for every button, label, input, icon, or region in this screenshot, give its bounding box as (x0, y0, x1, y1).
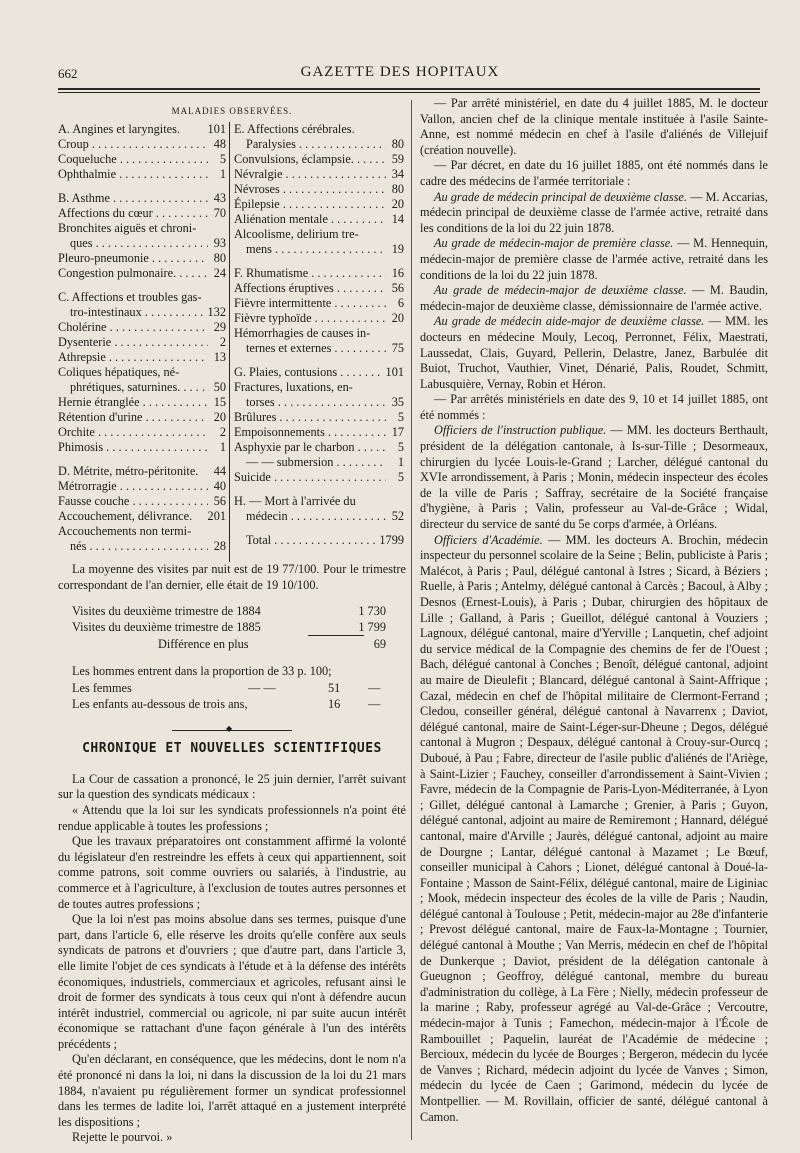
disease-row (58, 320, 226, 335)
disease-row (234, 311, 404, 326)
grade-text: — M. Hennequin, médecin-major de première classe de l'armée active, retraité dans les conditions de la loi du 22 juin 1878. (420, 236, 768, 282)
disease-count: 34 (391, 167, 404, 181)
disease-row (234, 395, 404, 410)
proportion-dash: — (368, 680, 381, 695)
disease-row (234, 440, 404, 455)
disease-row (58, 335, 226, 350)
section-title: CHRONIQUE ET NOUVELLES SCIENTIFIQUES (82, 740, 382, 756)
page-number: 662 (58, 66, 78, 81)
disease-label: Hémorrhagies de causes in- (234, 326, 371, 340)
disease-label: Suicide . . . (234, 470, 386, 485)
disease-group (234, 365, 404, 485)
disease-label: Dysenterie . . . (58, 335, 208, 350)
disease-row (234, 227, 404, 242)
disease-count: 2 (219, 425, 226, 439)
disease-group (58, 290, 226, 455)
visits-row (58, 636, 406, 652)
news-paragraph (420, 533, 768, 1126)
disease-count: 28 (213, 539, 226, 553)
proportion-label: Les femmes (72, 680, 132, 695)
disease-label: Orchite . . . (58, 425, 208, 440)
disease-count: 101 (207, 122, 226, 136)
disease-label: A. Angines et laryngites. (58, 122, 180, 136)
disease-row (58, 221, 226, 236)
disease-label: C. Affections et troubles gas- (58, 290, 202, 304)
disease-count: 5 (397, 440, 404, 454)
disease-label: B. Asthme . . . (58, 191, 208, 206)
news-paragraph (420, 190, 768, 237)
disease-row (58, 395, 226, 410)
column-separator (411, 100, 412, 1140)
disease-count: 6 (397, 296, 404, 310)
disease-count: 43 (213, 191, 226, 205)
disease-row (58, 152, 226, 167)
disease-count: 5 (219, 152, 226, 166)
disease-label: nés . . . (70, 539, 208, 554)
proportion-value: 16 (328, 696, 341, 711)
disease-label: F. Rhumatisme . . . (234, 266, 386, 281)
disease-group (234, 266, 404, 356)
disease-count: 101 (385, 365, 404, 379)
disease-row (58, 137, 226, 152)
disease-count: 1 (219, 167, 226, 181)
news-paragraph (420, 283, 768, 314)
grade-text: — M. Baudin, médecin-major de deuxième classe, démissionnaire de l'armée active. (420, 283, 769, 313)
disease-row (58, 494, 226, 509)
header-rule (58, 88, 760, 90)
grade-heading: Au grade de médecin-major de deuxième classe. (434, 283, 687, 298)
disease-row (58, 206, 226, 221)
disease-label: Croup . . . (58, 137, 208, 152)
disease-count: 132 (207, 305, 226, 319)
disease-count: 20 (391, 197, 404, 211)
honor-text: — MM. les docteurs A. Brochin, médecin inspecteur du personnel scolaire de la Seine ; Belin, publiciste à Paris ; Malécot, à Paris ; Paul, délégué cantonal à Istres ; Sicard, à Béziers ; Ruelle, à Paris ; Antelmy, délégué cantonal à Carcès ; Bacoul, à Alby ; Desnos (Ernest-Louis), à Paris ; Dubar, chirurgien des hôpitaux de Lille ; Galland, à Paris ; Gueillot, délégué cantonal à Vouziers ; Lagnoux, délégué cantonal, maire d'Yerville ; Lanquetin, chef adjoint du service médical de la Compagnie des chemins de fer de l'Ouest ; Bach, délégué cantonal à Conches ; Benoît, délégué cantonal, adjoint au maire de Dieulefit ; Blancard, délégué cantonal à Saint-Affrique ; Cazal, médecin en chef de l'hôpital militaire de Clermont-Ferrand ; Cledou, conseiller général, délégué cantonal à Navarrenx ; Daviot, délégué cantonal, maire de Saint-Léger-sur-Dheune ; Degos, délégué cantonal à Mugron ; Despaux, délégué cantonal à Crouy-sur-Ourcq ; Duboué, à Pau ; Fabre, directeur de l'asile public d'aliénés de l'Ariège, à Saint-Lizier ; Fauchey, conseiller d'arrondissement à Saint-Vivien ; Favre, médecin de la Compagnie de Paris-Lyon-Méditerranée, à Lyon ; Gillet, délégué cantonal à Lamarche ; Grenier, à Paris ; Guyon, délégué cantonal, adjoint au maire de Remiremont ; Hannard, délégué cantonal, maire d'Arville ; Jaurès, délégué cantonal, adjoint au maire de Dourgne ; Lantar, délégué cantonal à Mazamet ; Le Bœuf, conseiller municipal à Cahors ; Lionet, délégué cantonal à Doué-la-Fontaine ; Masson de Saint-Félix, délégué cantonal, maire de Liginiac ; Mook, médecin inspecteur des écoles de la ville de Paris ; Naudin, délégué cantonal à Toulouse ; Petit, médecin-major au 28e d'infanterie ; Prevost délégué cantonal, maire de Faux-la-Montagne ; Tournier, délégué cantonal à Mouthe ; Van Merris, médecin en chef de l'hôpital de Dunkerque ; Daviot, président de la délégation cantonale à Gueugnon ; Geoffroy, délégué cantonal, membre du bureau d'administration du collège, à La Fère ; Nielly, médecin professeur de la marine ; Raby, professeur agrégé au Val-de-Grâce ; Vercoutre, médecin-major à Tunis ; Famechon, médecin-major à l'École de Rambouillet ; Paquelin, lauréat de l'Académie de médecine ; Bercioux, médecin du lycée de Bourges ; Bergeron, médecin du lycée de Vanves ; Richard, médecin adjoint du lycée de Vanves ; Simon, médecin du lycée de Caen ; Garimond, médecin du lycée de Montpellier. — M. Rovillain, officier de santé, délégué cantonal à Camon. (420, 532, 768, 1124)
disease-count: 24 (213, 266, 226, 280)
disease-row (234, 455, 404, 470)
proportion-block (58, 664, 406, 712)
visits-value: 69 (373, 637, 386, 652)
disease-row (58, 191, 226, 206)
disease-count: 59 (391, 152, 404, 166)
disease-row (58, 236, 226, 251)
proportion-ditto: — — (248, 680, 276, 695)
disease-count: 1799 (379, 533, 404, 547)
disease-row (58, 440, 226, 455)
disease-label: ques . . . (70, 236, 208, 251)
disease-count: 20 (391, 311, 404, 325)
disease-label: G. Plaies, contusions . . . (234, 365, 384, 380)
news-paragraph (420, 423, 768, 532)
left-column (58, 96, 406, 1146)
disease-count: 93 (213, 236, 226, 250)
disease-row (58, 524, 226, 539)
disease-count: 44 (213, 464, 226, 478)
disease-label: Fièvre typhoïde . . . (234, 311, 386, 326)
article-paragraph: Que la loi n'est pas moins absolue dans ses termes, puisque d'une part, dans l'article 6, elle réserve les droits qu'elle confère aux seuls syndicats de patrons et d'ouvriers ; que d'autre part, dans l'article 3, elle limite l'objet de ces syndicats à l'étude et à la défense des intérêts économiques, industriels, commerciaux et agricoles, refusant ainsi le droit de former des syndicats à tous ceux qui n'ont à défendre aucun intérêt industriel, commercial ou agricole, ni par suite aucun intérêt économique se rattachant d'une façon générale à l'un des intérêts précédents ; (58, 912, 406, 1051)
disease-row (234, 122, 404, 137)
disease-label: Coqueluche . . . (58, 152, 208, 167)
disease-row (234, 533, 404, 548)
disease-label: phrétiques, saturnines. . . . (70, 380, 208, 395)
disease-label: Phimosis . . . (58, 440, 208, 455)
disease-row (234, 137, 404, 152)
disease-label: Pleuro-pneumonie . . . (58, 251, 208, 266)
article-paragraph: Qu'en déclarant, en conséquence, que les médecins, dont le nom n'a été prononcé ni dans la loi, ni dans la discussion de la loi du 21 mars 1884, n'avaient pu régulièrement former un syndicat professionnel dans les termes de ladite loi, l'arrêt attaqué en a justement interprété les dispositions ; (58, 1052, 406, 1129)
disease-label: — — submersion . . . (246, 455, 386, 470)
disease-count: 52 (391, 509, 404, 523)
disease-row (234, 509, 404, 524)
disease-row (234, 152, 404, 167)
disease-row (234, 494, 404, 509)
disease-row (234, 212, 404, 227)
disease-row (234, 182, 404, 197)
disease-row (58, 479, 226, 494)
news-paragraph: — Par arrêté ministériel, en date du 4 juillet 1885, M. le docteur Vallon, ancien chef de la clinique mentale instituée à l'asile Sainte-Anne, est nommé médecin en chef à l'asile d'aliénés de Villejuif (création nouvelle). (420, 96, 768, 157)
disease-count: 48 (213, 137, 226, 151)
disease-row (58, 464, 226, 479)
disease-row (58, 539, 226, 554)
disease-label: Rétention d'urine . . . (58, 410, 208, 425)
visits-row (58, 619, 406, 635)
visits-value: 1 730 (358, 604, 386, 619)
disease-row (58, 305, 226, 320)
visits-intro: La moyenne des visites par nuit est de 19 77/100. Pour le trimestre correspondant de l'an dernier, elle était de 19 10/100. (58, 562, 406, 592)
disease-label: Empoisonnements . . . (234, 425, 386, 440)
disease-column-divider (229, 122, 230, 562)
disease-label: D. Métrite, métro-péritonite. (58, 464, 199, 478)
disease-label: E. Affections cérébrales. (234, 122, 355, 136)
right-column (420, 96, 768, 1125)
disease-count: 1 (219, 440, 226, 454)
page-header (40, 62, 760, 84)
disease-label: Paralysies . . . (246, 137, 386, 152)
disease-group (58, 464, 226, 554)
disease-row (234, 197, 404, 212)
disease-group (58, 191, 226, 281)
disease-label: Ophthalmie . . . (58, 167, 208, 182)
disease-label: mens . . . (246, 242, 386, 257)
disease-label: Fractures, luxations, en- (234, 380, 353, 394)
disease-label: Convulsions, éclampsie. . . . (234, 152, 386, 167)
disease-row (234, 341, 404, 356)
disease-count: 20 (213, 410, 226, 424)
disease-count: 80 (391, 137, 404, 151)
disease-count: 40 (213, 479, 226, 493)
disease-row (58, 251, 226, 266)
disease-row (234, 167, 404, 182)
disease-label: Névralgie . . . (234, 167, 386, 182)
disease-count: 14 (391, 212, 404, 226)
disease-count: 15 (213, 395, 226, 409)
grade-heading: Au grade de médecin-major de première classe. (434, 236, 674, 251)
disease-count: 75 (391, 341, 404, 355)
disease-count: 5 (397, 410, 404, 424)
disease-count: 1 (397, 455, 404, 469)
disease-row (58, 365, 226, 380)
header-rule-thin (58, 92, 760, 93)
disease-label: Métrorragie . . . (58, 479, 208, 494)
disease-row (58, 380, 226, 395)
disease-label: Congestion pulmonaire. . . . (58, 266, 208, 281)
disease-count: 5 (397, 470, 404, 484)
disease-row (58, 167, 226, 182)
disease-group (58, 122, 226, 182)
disease-label: Bronchites aiguës et chroni- (58, 221, 197, 235)
disease-label: Névroses . . . (234, 182, 386, 197)
disease-row (58, 266, 226, 281)
visits-label: Différence en plus (158, 637, 249, 652)
disease-column-b (234, 122, 404, 557)
grade-heading: Au grade de médecin principal de deuxième classe. (434, 189, 687, 204)
honor-heading: Officiers de l'instruction publique. (434, 423, 607, 438)
article-paragraph: « Attendu que la loi sur les syndicats professionnels n'a point été rendue applicable à toutes les professions ; (58, 802, 406, 833)
disease-label: Affections éruptives . . . (234, 281, 386, 296)
visits-label: Visites du deuxième trimestre de 1885 (72, 620, 261, 635)
disease-label: Aliénation mentale . . . (234, 212, 386, 227)
disease-label: ternes et externes . . . (246, 341, 386, 356)
disease-count: 17 (391, 425, 404, 439)
disease-row (58, 425, 226, 440)
disease-label: Accouchements non termi- (58, 524, 192, 538)
disease-count: 35 (391, 395, 404, 409)
disease-row (58, 290, 226, 305)
article-closing: Rejette le pourvoi. » (72, 1130, 173, 1145)
news-paragraph: — Par arrêtés ministériels en date des 9, 10 et 14 juillet 1885, ont été nommés : (420, 392, 768, 422)
disease-label: Coliques hépatiques, né- (58, 365, 180, 379)
disease-count: 56 (213, 494, 226, 508)
proportion-ditto (302, 696, 328, 712)
disease-count: 2 (219, 335, 226, 349)
proportion-dash: — (368, 696, 381, 711)
disease-count: 56 (391, 281, 404, 295)
disease-label: Cholérine . . . (58, 320, 208, 335)
disease-count: 80 (391, 182, 404, 196)
journal-title: GAZETTE DES HOPITAUX (300, 64, 500, 80)
visits-label: Visites du deuxième trimestre de 1884 (72, 604, 261, 619)
disease-label: H. — Mort à l'arrivée du (234, 494, 356, 508)
disease-count: 80 (213, 251, 226, 265)
disease-row (58, 122, 226, 137)
disease-count: 13 (213, 350, 226, 364)
proportion-intro: Les hommes entrent dans la proportion de 33 p. 100; (72, 664, 332, 679)
proportion-row (58, 696, 406, 712)
disease-count: 201 (207, 509, 226, 523)
disease-count: 16 (391, 266, 404, 280)
proportion-row (58, 680, 406, 696)
disease-label: Épilepsie . . . (234, 197, 386, 212)
article-paragraph: Que les travaux préparatoires ont constamment affirmé la volonté du législateur d'en restreindre les effets à ceux qui appartiennent, soit comme patrons, soit comme ouvriers ou salariés, à l'industrie, au commerce et à l'agriculture, à l'exclusion de toutes autres personnes et de toutes autres professions ; (58, 834, 406, 911)
disease-group (234, 494, 404, 524)
disease-count: 50 (213, 380, 226, 394)
disease-label: Fièvre intermittente . . . (234, 296, 386, 311)
grade-text: — MM. les docteurs en médecine Mouly, Lecoq, Perronnet, Félix, Maestrati, Laussedat, Clais, Guyard, Pellerin, Delastre, Janez, Barbulée dit Buiot, Truchot, Vauthier, Vinet, Dénarié, Palis, Roudet, Schmitt, Labusquière, Vernay, Robin et Héron. (420, 314, 768, 391)
disease-label: Fausse couche . . . (58, 494, 208, 509)
disease-count: 70 (213, 206, 226, 220)
disease-group (234, 533, 404, 548)
article-paragraph: La Cour de cassation a prononcé, le 25 juin dernier, l'arrêt suivant sur la question des syndicats médicaux : (58, 771, 406, 802)
disease-row (234, 365, 404, 380)
disease-label: Total . . . (246, 533, 377, 548)
disease-row (58, 350, 226, 365)
news-paragraph: — Par décret, en date du 16 juillet 1885, ont été nommés dans le cadre des médecins de l'armée territoriale : (420, 158, 768, 188)
news-paragraph (420, 314, 768, 392)
disease-label: Asphyxie par le charbon . . . (234, 440, 386, 455)
visits-table (58, 603, 406, 652)
visits-value: 1 799 (358, 620, 386, 635)
honor-text: — MM. les docteurs Berthault, président de la délégation cantonale, à Is-sur-Tille ; Desormeaux, chirurgien du lycée Louis-le-Grand ; Larcher, délégué cantonal du XVIe arrondissement, à Paris ; Monin, médecin inspecteur des écoles de la ville de Paris ; Saffray, secrétaire de la Société française d'hygiène, à Paris ; Valin, professeur au Val-de-Grâce ; Widal, directeur du service de santé du 5e corps d'armée, à Orléans. (420, 423, 768, 532)
disease-row (234, 296, 404, 311)
disease-label: Affections du cœur . . . (58, 206, 208, 221)
news-paragraph (420, 236, 768, 283)
proportion-value: 51 (328, 680, 341, 695)
disease-label: Athrepsie . . . (58, 350, 208, 365)
disease-label: Brûlures . . . (234, 410, 386, 425)
disease-row (234, 326, 404, 341)
disease-label: médecin . . . (246, 509, 386, 524)
disease-row (234, 380, 404, 395)
disease-count: 29 (213, 320, 226, 334)
disease-row (234, 470, 404, 485)
disease-row (234, 266, 404, 281)
disease-row (58, 509, 226, 524)
disease-group (234, 122, 404, 257)
disease-label: Accouchement, délivrance. (58, 509, 193, 523)
disease-label: tro-intestinaux . . . (70, 305, 206, 320)
disease-row (234, 425, 404, 440)
grade-text: — M. Accarias, médecin principal de deuxième classe de l'armée active, retraité dans les conditions de la loi du 22 juin 1878. (420, 189, 768, 235)
disease-label: torses . . . (246, 395, 386, 410)
proportion-label: Les enfants au-dessous de trois ans, (72, 696, 248, 711)
disease-row (234, 281, 404, 296)
disease-column-a (58, 122, 226, 563)
disease-row (234, 242, 404, 257)
maladies-heading: MALADIES OBSERVÉES. (171, 106, 293, 116)
disease-label: Alcoolisme, delirium tre- (234, 227, 359, 241)
disease-label: Hernie étranglée . . . (58, 395, 208, 410)
disease-count: 19 (391, 242, 404, 256)
honor-heading: Officiers d'Académie. (434, 532, 543, 547)
visits-row (58, 603, 406, 619)
grade-heading: Au grade de médecin aide-major de deuxième classe. (434, 314, 705, 329)
disease-row (58, 410, 226, 425)
disease-table (58, 122, 406, 562)
disease-row (234, 410, 404, 425)
section-separator (172, 730, 292, 731)
